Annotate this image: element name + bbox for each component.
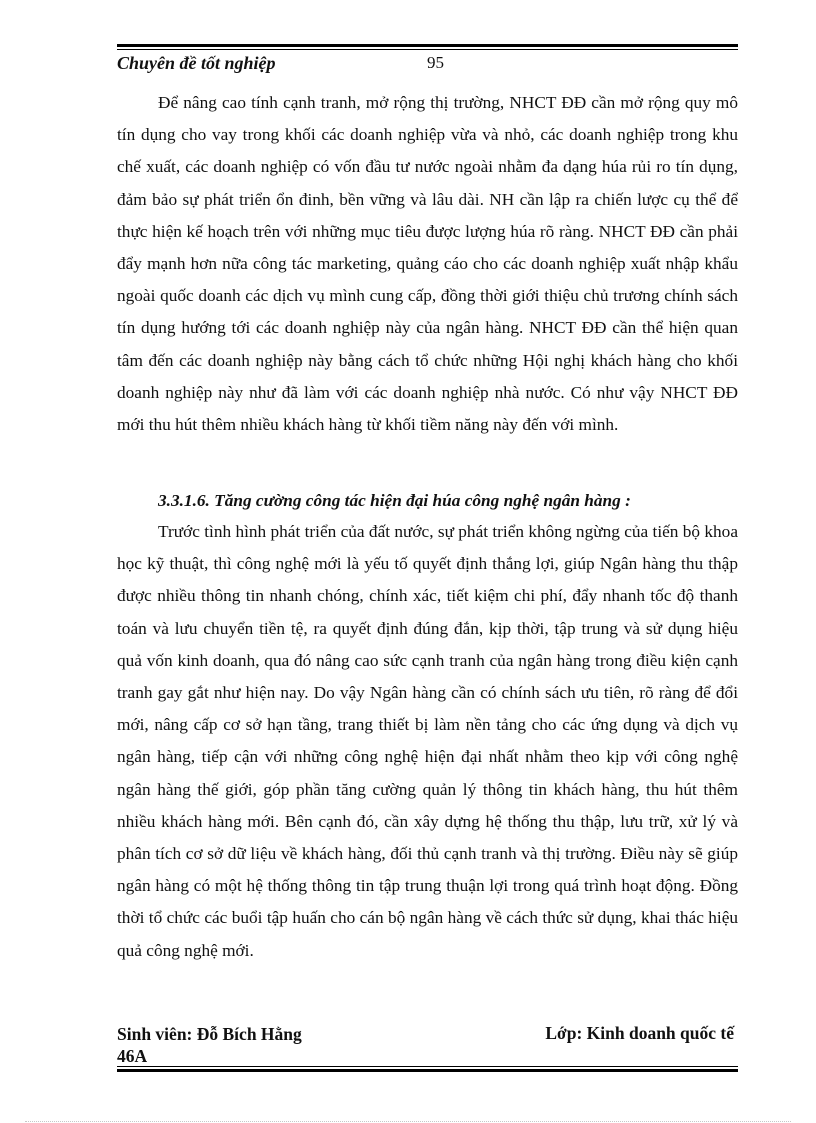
- footer-class: Lớp: Kinh doanh quốc tế: [545, 1023, 734, 1043]
- footer-student-name: Sinh viên: Đỗ Bích Hằng: [117, 1024, 302, 1044]
- page-bottom-border: [25, 1121, 791, 1122]
- footer-student-class-code: 46A: [117, 1046, 148, 1066]
- body-paragraph-2: Trước tình hình phát triển của đất nước, sự phát triển không ngừng của tiến bộ khoa học kỹ thuật, thì công nghệ mới là yếu tố quyết định thắng lợi, giúp Ngân hàng thu thập được nhiều thông tin nhanh chóng, chính xác, tiết kiệm chi phí, đẩy nhanh tốc độ thanh toán và lưu chuyển tiền tệ, ra quyết định đúng đắn, kịp thời, tập trung và sử dụng hiệu quả vốn kinh doanh, qua đó nâng cao sức cạnh tranh của ngân hàng trong điều kiện cạnh tranh gay gắt như hiện nay. Do vậy Ngân hàng cần có chính sách ưu tiên, rõ ràng để đổi mới, nâng cấp cơ sở hạn tầng, trang thiết bị làm nền tảng cho các ứng dụng và dịch vụ ngân hàng, tiếp cận với những công nghệ hiện đại nhất nhằm theo kịp với công nghệ ngân hàng thế giới, góp phần tăng cường quản lý thông tin khách hàng, thu hút thêm nhiều khách hàng mới. Bên cạnh đó, cần xây dựng hệ thống thu thập, lưu trữ, xử lý và phân tích cơ sở dữ liệu về khách hàng, đối thủ cạnh tranh và thị trường. Điều này sẽ giúp ngân hàng có một hệ thống thông tin tập trung thuận lợi trong quá trình hoạt động. Đồng thời tổ chức các buổi tập huấn cho cán bộ ngân hàng về cách thức sử dụng, khai thác hiệu quả công nghệ mới.: [117, 522, 738, 960]
- section-heading: 3.3.1.6. Tăng cường công tác hiện đại húa công nghệ ngân hàng :: [158, 491, 631, 510]
- header-rule: [117, 44, 738, 50]
- footer-student: [117, 1023, 302, 1067]
- header-title: Chuyên đề tốt nghiệp: [117, 53, 276, 73]
- footer-rule: [117, 1066, 738, 1072]
- body-paragraph-1: Để nâng cao tính cạnh tranh, mở rộng thị trường, NHCT ĐĐ cần mở rộng quy mô tín dụng cho vay trong khối các doanh nghiệp vừa và nhỏ, các doanh nghiệp trong khu chế xuất, các doanh nghiệp có vốn đầu tư nước ngoài nhằm đa dạng húa rủi ro tín dụng, đảm bảo sự phát triển ổn đinh, bền vững và lâu dài. NH cần lập ra chiến lược cụ thể để thực hiện kế hoạch trên với những mục tiêu được lượng húa rõ ràng. NHCT ĐĐ cần phải đẩy mạnh hơn nữa công tác marketing, quảng cáo cho các doanh nghiệp xuất nhập khẩu ngoài quốc doanh các dịch vụ mình cung cấp, đồng thời giới thiệu chủ trương chính sách tín dụng hướng tới các doanh nghiệp này của ngân hàng. NHCT ĐĐ cần thể hiện quan tâm đến các doanh nghiệp này bằng cách tổ chức những Hội nghị khách hàng cho khối doanh nghiệp này như đã làm với các doanh nghiệp nhà nước. Có như vậy NHCT ĐĐ mới thu hút thêm nhiều khách hàng từ khối tiềm năng này đến với mình.: [117, 93, 738, 435]
- page-number: 95: [427, 53, 444, 72]
